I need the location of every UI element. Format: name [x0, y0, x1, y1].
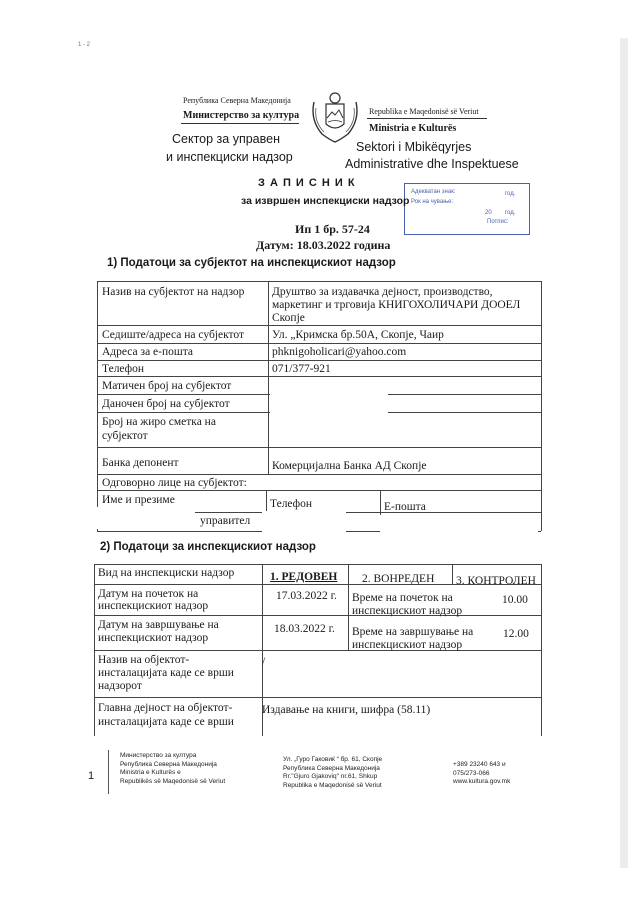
inspection-type-regular: 1. РЕДОВЕН [270, 571, 338, 583]
label-end-time-2: инспекцискиот надзор [352, 639, 463, 651]
label-start-date-2: инспекцискиот надзор [98, 600, 209, 612]
t1-line-4 [97, 360, 541, 361]
label-responsible: Одговорно лице на субјектот: [102, 477, 247, 489]
stamp-line-2: Рок на чување: [411, 199, 454, 205]
value-start-time: 10.00 [502, 594, 528, 606]
footer-col1 [120, 752, 225, 786]
footer-col3-l2: 075/273-066 [453, 769, 490, 777]
header-rule-right-top [367, 118, 487, 119]
value-activity: Издавање на книги, шифра (58.11) [262, 704, 431, 716]
coat-of-arms-icon [306, 88, 364, 144]
footer-divider [108, 750, 109, 794]
value-object: / [262, 656, 266, 668]
label-start-date-1: Датум на почеток на [98, 588, 199, 600]
t2-line-top [94, 564, 541, 565]
value-phone: 071/377-921 [272, 363, 331, 375]
label-subject-name: Назив на субјектот на надзор [102, 286, 245, 298]
label-object-3: надзорот [98, 680, 142, 692]
label-tax-number: Даночен број на субјектот [102, 398, 230, 410]
sector-al-line2: Administrative dhe Inspektuese [345, 157, 519, 171]
t2-vline-left [94, 564, 95, 736]
inspection-type-extraordinary: 2. ВОНРЕДЕН [362, 573, 435, 585]
stamp-line-1-year: год. [505, 191, 516, 197]
footer-col1-l1: Министерство за култура [120, 752, 197, 759]
label-account-2: субјектот [102, 430, 148, 442]
col-phone: Телефон [270, 498, 313, 510]
document-subtitle: за извршен инспекциски надзор [241, 195, 410, 207]
label-start-time-2: инспекцискиот надзор [352, 605, 463, 617]
t1-line-9 [97, 474, 541, 475]
stamp-line-3-year: год. [505, 210, 516, 216]
t2-line-3 [94, 615, 541, 616]
t2-line-5 [94, 697, 541, 698]
t1-line-8 [97, 447, 541, 448]
t1-vline-right [541, 281, 542, 531]
stamp-line-3: 20 [485, 210, 492, 216]
page-number: 1 [88, 770, 95, 782]
label-phone: Телефон [102, 363, 145, 375]
header-ministry-mk: Министерство за култура [183, 110, 300, 121]
value-email: phknigoholicari@yahoo.com [272, 346, 407, 358]
footer-col3-l1: +389 23240 643 и [453, 761, 506, 768]
document-page [22, 38, 620, 868]
t2-vline-c2 [348, 564, 349, 650]
redacted-block-ids [270, 388, 388, 444]
footer-col1-l2: Република Северна Македонија [120, 760, 217, 768]
header-ministry-al: Ministria e Kulturës [369, 123, 457, 134]
label-end-date-2: инспекцискиот надзор [98, 632, 209, 644]
t1-line-10 [97, 490, 541, 491]
label-reg-number: Матичен број на субјектот [102, 380, 232, 392]
t2-vline-c3 [452, 564, 453, 584]
footer-col2-l3: Rr."Gjuro Gjakoviq" nr.61, Shkup [283, 773, 378, 780]
redacted-phone [262, 511, 346, 533]
value-end-time: 12.00 [503, 628, 529, 640]
inspection-type-control: 3. КОНТРОЛЕН [456, 575, 536, 587]
t1-line-2 [97, 325, 541, 326]
label-object-1: Назив на објектот- [98, 654, 190, 666]
t1-line-5 [97, 376, 541, 377]
sector-mk-line2: и инспекциски надзор [166, 150, 293, 164]
value-end-date: 18.03.2022 г. [274, 623, 335, 635]
redacted-email [380, 515, 538, 537]
label-activity-1: Главна дејност на објектот- [98, 702, 233, 714]
page-edge-shadow [620, 38, 628, 868]
document-title: З А П И С Н И К [258, 177, 356, 189]
t2-line-4 [94, 650, 541, 651]
registry-stamp [404, 183, 530, 235]
value-subject-name-3: Скопје [272, 312, 305, 324]
footer-col3-l3: www.kultura.gov.mk [453, 778, 511, 785]
footer-col2-l2: Република Северна Македонија [283, 764, 380, 772]
footer-col2 [283, 756, 382, 790]
t1-vline-mid [268, 281, 269, 474]
col-email: Е-пошта [384, 501, 426, 513]
value-subject-name-2: маркетинг и трговија КНИГОХОЛИЧАРИ ДООЕЛ [272, 299, 521, 311]
label-end-time-1: Време на завршување на [352, 626, 474, 638]
stamp-line-1: Адекватан знак: [411, 189, 456, 195]
label-object-2: инсталацијата каде се врши [98, 667, 234, 679]
label-start-time-1: Време на почеток на [352, 592, 453, 604]
record-date: Датум: 18.03.2022 година [256, 238, 391, 252]
col-name-surname: Име и презиме [102, 494, 175, 506]
label-bank: Банка депонент [102, 457, 179, 469]
label-email: Адреса за е-пошта [102, 346, 194, 358]
corner-mark: 1 - 2 [78, 42, 91, 48]
section2-heading: 2) Податоци за инспекцискиот надзор [100, 541, 316, 553]
value-start-date: 17.03.2022 г. [276, 590, 337, 602]
value-bank: Комерцијална Банка АД Скопје [272, 460, 427, 472]
section1-heading: 1) Податоци за субјектот на инспекцискиот надзор [107, 257, 396, 269]
footer-col1-l3: Ministria e Kulturës e [120, 769, 181, 776]
label-inspection-type: Вид на инспекциски надзор [98, 567, 235, 579]
label-activity-2: инсталацијата каде се врши [98, 716, 234, 728]
t1-line-3 [97, 343, 541, 344]
header-rule-left [181, 123, 299, 124]
t1-vline-left [97, 281, 98, 531]
value-seat: Ул. „Кримска бр.50А, Скопје, Чаир [272, 329, 444, 341]
t1-line-top [97, 281, 541, 282]
stamp-line-4: Потпис: [487, 219, 509, 225]
record-number: Ип 1 бр. 57-24 [295, 222, 370, 236]
label-seat: Седиште/адреса на субјектот [102, 329, 245, 341]
header-republic-mk: Република Северна Македонија [183, 96, 291, 105]
footer-col1-l4: Republikës së Maqedonisë së Veriut [120, 777, 226, 785]
value-subject-name-1: Друштво за издавачка дејност, производство, [272, 286, 493, 298]
footer-col2-l1: Ул. „Гуро Гаковиќ “ бр. 61, Скопје [283, 756, 383, 763]
sector-mk-line1: Сектор за управен [172, 132, 280, 146]
sector-al-line1: Sektori i Mbikëqyrjes [356, 140, 472, 154]
label-account-1: Број на жиро сметка на [102, 416, 216, 428]
header-republic-al: Republika e Maqedonisë së Veriut [369, 107, 479, 116]
footer-col2-l4: Republika e Maqedonisë së Veriut [283, 781, 382, 789]
t2-vline-right [541, 564, 542, 736]
responsible-role: управител [200, 515, 251, 527]
label-end-date-1: Датум на завршување на [98, 619, 219, 631]
footer-col3 [453, 761, 510, 787]
redacted-name [93, 507, 195, 529]
